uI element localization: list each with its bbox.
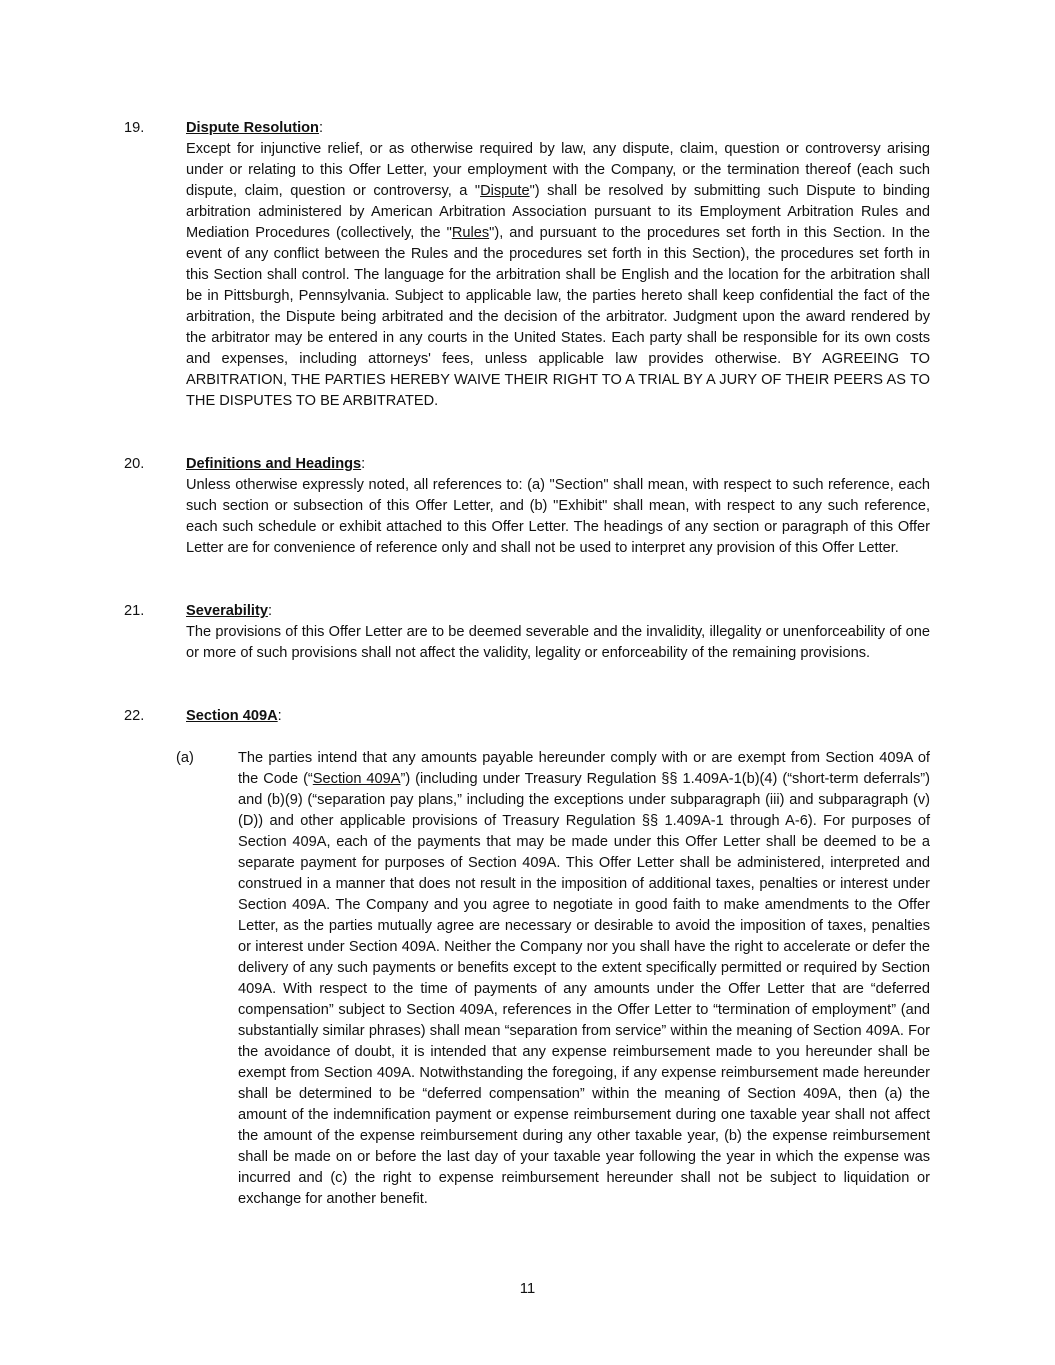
section-body: The provisions of this Offer Letter are to be deemed severable and the invalidity, illegality or unenforceability of one or more of such provisions shall not affect the validity, legality or enforceability of the remaining provisions.	[186, 624, 930, 661]
section-title: Section 409A	[186, 708, 278, 724]
heading-colon: :	[361, 456, 366, 472]
section-number: 19.	[124, 120, 145, 136]
body-text: Except for injunctive relief, or as otherwise required by law, any dispute, claim, question or controversy arising under or relating to this Offer Letter, your employment with the Company, or the termination thereof (each such dispute, claim, question or controversy, a "	[186, 141, 930, 199]
section-body: Unless otherwise expressly noted, all references to: (a) "Section" shall mean, with respect to such reference, each such section or subsection of this Offer Letter, and (b) "Exhibit" shall mean, with respect to any such reference, each such schedule or exhibit attached to this Offer Letter. The headings of any section or paragraph of this Offer Letter are for convenience of reference only and shall not be used to interpret any provision of this Offer Letter.	[186, 477, 930, 556]
heading-colon: :	[318, 120, 324, 136]
section-heading	[186, 454, 365, 475]
section-heading	[186, 118, 323, 139]
defined-term-section-409a: Section 409A	[312, 771, 401, 787]
subsection-body	[238, 748, 930, 1210]
defined-term-rules: Rules	[451, 225, 490, 241]
heading-colon: :	[267, 603, 272, 619]
section-title: Dispute Resolution	[186, 120, 319, 136]
section-number: 20.	[124, 456, 145, 472]
section-title: Definitions and Headings	[186, 456, 362, 472]
page-number: 11	[519, 1280, 536, 1297]
body-text: The parties intend that any amounts payable hereunder comply with or are exempt from Section 409A of the Code (“	[238, 750, 930, 787]
section-heading	[186, 706, 282, 727]
section-title: Severability	[186, 603, 268, 619]
body-text: ”) (including under Treasury Regulation §§ 1.409A-1(b)(4) (“short-term deferrals”) and (b)(9) (“separation pay plans,” including the exceptions under subparagraph (iii) and subparagraph (v)(D)) and other applicable provisions of Treasury Regulation §§ 1.409A-1 through A-6). For purposes of Section 409A, each of the payments that may be made under this Offer Letter shall be deemed to be a separate payment for purposes of Section 409A. This Offer Letter shall be administered, interpreted and construed in a manner that does not result in the imposition of additional taxes, penalties or interest under Section 409A. The Company and you agree to negotiate in good faith to make amendments to the Offer Letter, as the parties mutually agree are necessary or desirable to avoid the imposition of taxes, penalties or interest under Section 409A. Neither the Company nor you shall have the right to accelerate or defer the delivery of any such payments or benefits except to the extent specifically permitted or required by Section 409A. With respect to the time of payments of any amounts under the Offer Letter that are “deferred compensation” subject to Section 409A, references in the Offer Letter to “termination of employment” (and substantially similar phrases) shall mean “separation from service” within the meaning of Section 409A. For the avoidance of doubt, it is intended that any expense reimbursement made to you hereunder shall be exempt from Section 409A. Notwithstanding the foregoing, if any expense reimbursement made hereunder shall be determined to be “deferred compensation” within the meaning of Section 409A, then (a) the amount of the indemnification payment or expense reimbursement during one taxable year shall not affect the amount of the expense reimbursement during any other taxable year, (b) the expense reimbursement shall be made on or before the last day of your taxable year following the year in which the expense was incurred and (c) the right to expense reimbursement hereunder shall not be subject to liquidation or exchange for another benefit.	[238, 771, 930, 1207]
section-heading	[186, 601, 272, 622]
section-number: 21.	[124, 603, 145, 619]
body-text: ") shall be resolved by submitting such Dispute to binding arbitration administered by American Arbitration Association pursuant to its Employment Arbitration Rules and Mediation Procedures (collectively, the "	[186, 183, 930, 241]
defined-term-dispute: Dispute	[480, 183, 530, 199]
section-number: 22.	[124, 708, 145, 724]
heading-colon: :	[277, 708, 282, 724]
body-text: "), and pursuant to the procedures set forth in this Section. In the event of any conflict between the Rules and the procedures set forth in this Section), the procedures set forth in this Section shall control. The language for the arbitration shall be English and the location for the arbitration shall be in Pittsburgh, Pennsylvania. Subject to applicable law, the parties hereto shall keep confidential the fact of the arbitration, the Dispute being arbitrated and the decision of the arbitrator. Judgment upon the award rendered by the arbitrator may be entered in any courts in the United States. Each party shall be responsible for its own costs and expenses, including attorneys' fees, unless applicable law provides otherwise. BY AGREEING TO ARBITRATION, THE PARTIES HEREBY WAIVE THEIR RIGHT TO A TRIAL BY A JURY OF THEIR PEERS AS TO THE DISPUTES TO BE ARBITRATED.	[186, 225, 931, 409]
subsection-label: (a)	[176, 750, 194, 766]
section-body	[186, 139, 930, 412]
